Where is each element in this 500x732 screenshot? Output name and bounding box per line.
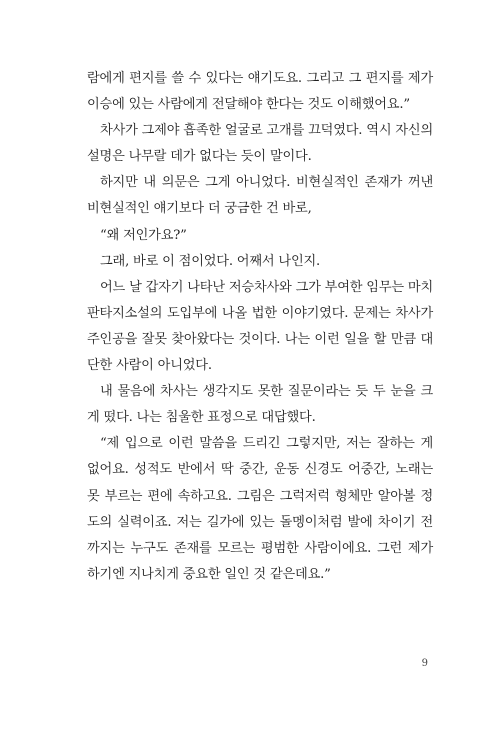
dialogue-paragraph: “왜 저인가요?” xyxy=(100,227,187,243)
paragraph: 그래, 바로 이 점이었다. 어째서 나인지. xyxy=(100,253,321,269)
paragraph-continuation: 람에게 편지를 쓸 수 있다는 얘기도요. 그리고 그 편지를 제가 이승에 있는 사람에게 전달해야 한다는 것도 이해했어요.” xyxy=(87,71,433,113)
paragraph: 내 물음에 차사는 생각지도 못한 질문이라는 듯 두 눈을 크게 떴다. 나는 침울한 표정으로 대답했다. xyxy=(87,384,433,426)
dialogue-paragraph: “제 입으로 이런 말씀을 드리긴 그렇지만, 저는 잘하는 게 없어요. 성적도 반에서 딱 중간, 운동 신경도 어중간, 노래는 못 부르는 편에 속하고요. 그림은 그럭저럭 형체만 알아볼 정도의 실력이죠. 저는 길가에 있는 돌멩이처럼 발에 차이기 전까지는 누구도 존재를 모르는 평범한 사람이에요. 그런 제가 하기엔 지나치게 중요한 일인 것 같은데요.” xyxy=(87,436,433,582)
body-text xyxy=(87,66,433,588)
page-number: 9 xyxy=(421,658,428,669)
paragraph: 차사가 그제야 흡족한 얼굴로 고개를 끄덕였다. 역시 자신의 설명은 나무랄 데가 없다는 듯이 말이다. xyxy=(87,123,433,165)
paragraph: 하지만 내 의문은 그게 아니었다. 비현실적인 존재가 꺼낸 비현실적인 얘기보다 더 궁금한 건 바로, xyxy=(87,175,433,217)
paragraph: 어느 날 갑자기 나타난 저승차사와 그가 부여한 임무는 마치 판타지소설의 도입부에 나올 법한 이야기였다. 문제는 차사가 주인공을 잘못 찾아왔다는 것이다. 나는 이런 일을 할 만큼 대단한 사람이 아니었다. xyxy=(87,279,433,374)
